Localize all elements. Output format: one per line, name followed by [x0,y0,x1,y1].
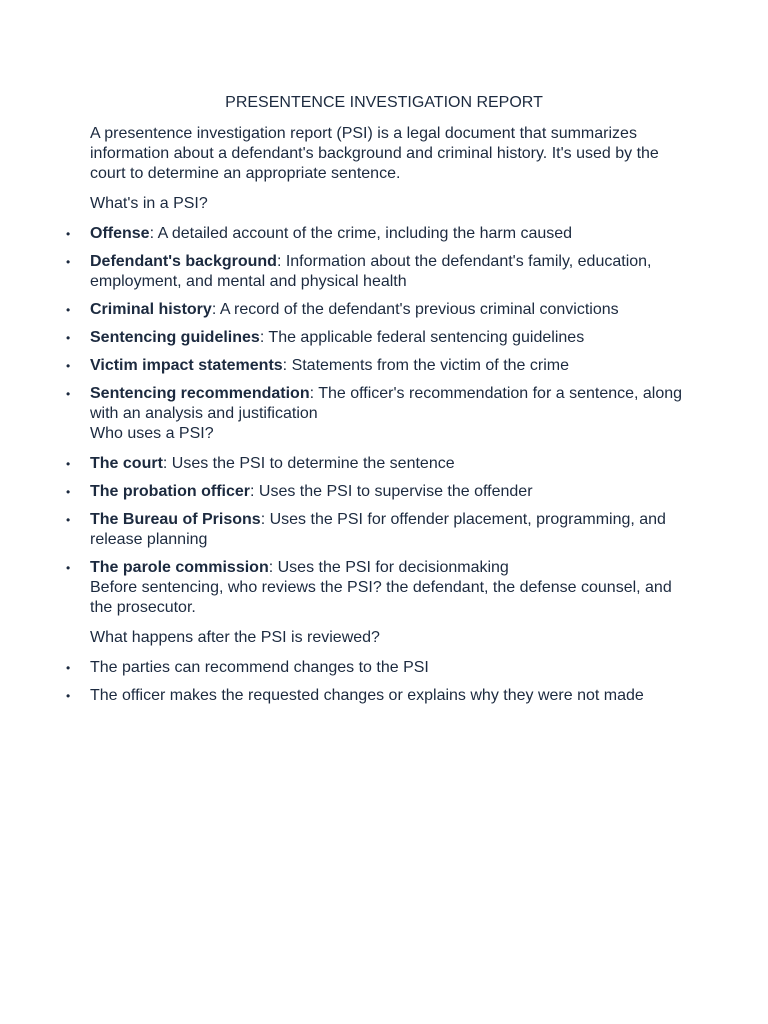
list-item-term: Defendant's background [90,253,277,270]
list-item-text: : Uses the PSI to determine the sentence [162,455,455,472]
list-item [90,252,690,292]
list-item-text: : Uses the PSI to supervise the offender [250,483,533,500]
list-item-text: : Uses the PSI for decisionmaking [268,559,509,576]
list-item-text: : Information about the defendant's family, education, employment, and mental and physical health [90,253,652,290]
section-heading-contents: What's in a PSI? [90,195,208,212]
list-item-term: Sentencing guidelines [90,329,260,346]
list-item [90,356,690,376]
section-heading-users: Who uses a PSI? [90,425,214,442]
list-item [90,384,690,444]
after-review-list [90,658,690,706]
list-item-term: The probation officer [90,483,250,500]
list-item-term: The parole commission [90,559,269,576]
list-item: • The officer makes the requested changes or explains why they were not made [90,686,690,706]
list-item-text: : A detailed account of the crime, including the harm caused [149,225,573,242]
psi-contents-list [90,224,690,444]
list-item: • The parties can recommend changes to the PSI [90,658,690,678]
document-body [90,124,690,714]
list-item [90,558,690,618]
list-item-term: Sentencing recommendation [90,385,310,402]
list-item-text: : The officer's recommendation for a sentence, along with an analysis and justification [90,385,683,422]
section-heading-after-review: What happens after the PSI is reviewed? [90,629,380,646]
list-item-text: : The applicable federal sentencing guidelines [259,329,585,346]
list-item-text: : Uses the PSI for offender placement, programming, and release planning [90,511,666,548]
list-item [90,224,690,244]
list-item-term: Victim impact statements [90,357,283,374]
review-note: Before sentencing, who reviews the PSI? the defendant, the defense counsel, and the prosecutor. [90,579,672,616]
list-item-term: Offense [90,225,150,242]
list-item [90,482,690,502]
list-item [90,510,690,550]
list-item-term: Criminal history [90,301,212,318]
intro-paragraph: A presentence investigation report (PSI) is a legal document that summarizes information about a defendant's background and criminal history. It's used by the court to determine an appropriate sentence. [90,125,659,182]
page-title: PRESENTENCE INVESTIGATION REPORT [225,94,543,111]
list-item-term: The Bureau of Prisons [90,511,261,528]
psi-users-list [90,454,690,618]
list-item [90,300,690,320]
list-item [90,454,690,474]
list-item-term: The court [90,455,163,472]
list-item-text: : Statements from the victim of the crime [282,357,569,374]
list-item [90,328,690,348]
list-item-text: : A record of the defendant's previous criminal convictions [211,301,619,318]
